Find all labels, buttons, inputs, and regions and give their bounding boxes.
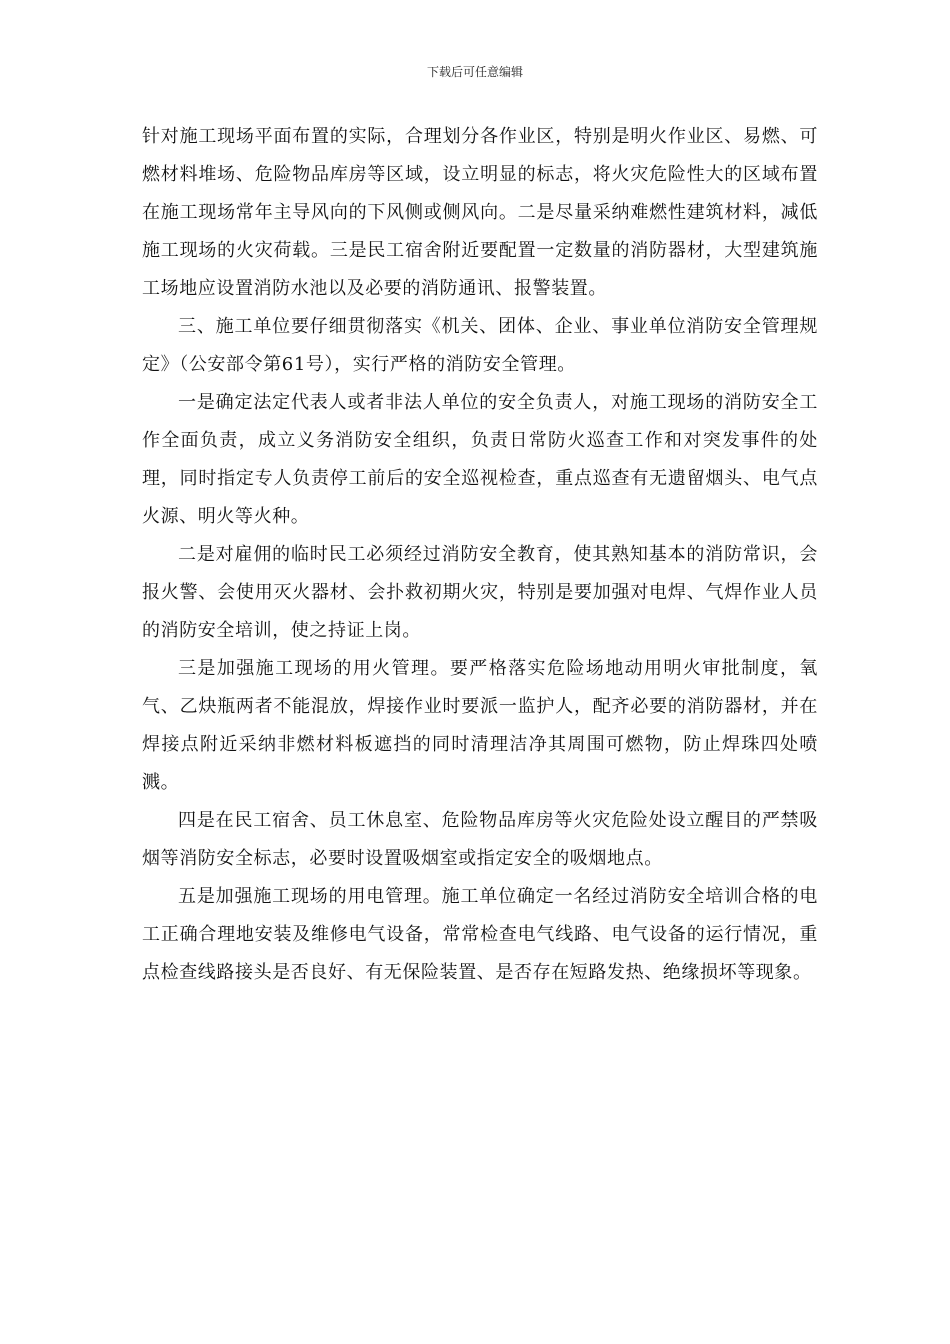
document-body <box>142 118 818 992</box>
paragraph-site-layout: 针对施工现场平面布置的实际，合理划分各作业区，特别是明火作业区、易燃、可燃材料堆场、危险物品库房等区域，设立明显的标志，将火灾危险性大的区域布置在施工现场常年主导风向的下风侧或侧风向。二是尽量采纳难燃性建筑材料，减低施工现场的火灾荷载。三是民工宿舍附近要配置一定数量的消防器材，大型建筑施工场地应设置消防水池以及必要的消防通讯、报警装置。 <box>142 126 818 299</box>
paragraph-point-one: 一是确定法定代表人或者非法人单位的安全负责人，对施工现场的消防安全工作全面负责，成立义务消防安全组织，负责日常防火巡查工作和对突发事件的处理，同时指定专人负责停工前后的安全巡视检查，重点巡查有无遗留烟头、电气点火源、明火等火种。 <box>142 392 818 527</box>
paragraph-point-three: 三是加强施工现场的用火管理。要严格落实危险场地动用明火审批制度，氧气、乙炔瓶两者不能混放，焊接作业时要派一监护人，配齐必要的消防器材，并在焊接点附近采纳非燃材料板遮挡的同时清理洁净其周围可燃物，防止焊珠四处喷溅。 <box>142 658 818 793</box>
paragraph-point-four: 四是在民工宿舍、员工休息室、危险物品库房等火灾危险处设立醒目的严禁吸烟等消防安全标志，必要时设置吸烟室或指定安全的吸烟地点。 <box>142 810 818 869</box>
paragraph-section-three: 三、施工单位要仔细贯彻落实《机关、团体、企业、事业单位消防安全管理规定》（公安部令第61号），实行严格的消防安全管理。 <box>142 316 818 375</box>
page-header: 下载后可任意编辑 <box>426 65 523 79</box>
paragraph-point-five: 五是加强施工现场的用电管理。施工单位确定一名经过消防安全培训合格的电工正确合理地安装及维修电气设备，常常检查电气线路、电气设备的运行情况，重点检查线路接头是否良好、有无保险装置、是否存在短路发热、绝缘损坏等现象。 <box>142 886 818 983</box>
paragraph-point-two: 二是对雇佣的临时民工必须经过消防安全教育，使其熟知基本的消防常识，会报火警、会使用灭火器材、会扑救初期火灾，特别是要加强对电焊、气焊作业人员的消防安全培训，使之持证上岗。 <box>142 544 818 641</box>
